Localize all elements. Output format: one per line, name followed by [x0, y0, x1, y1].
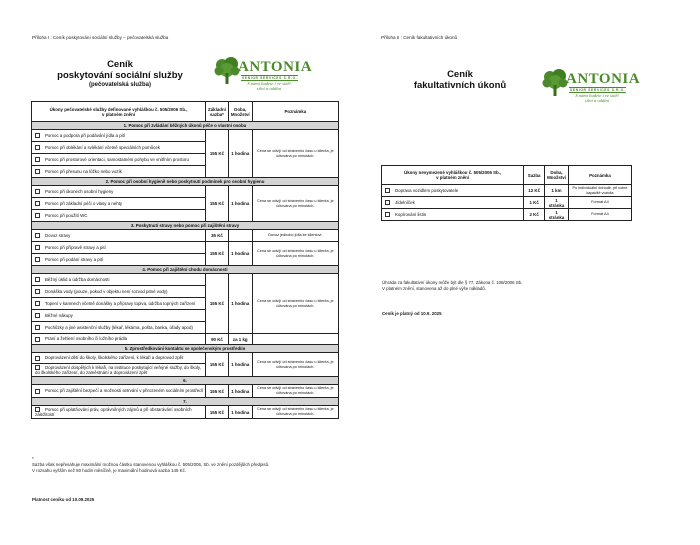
service-item: Doprovázení dospělých k lékaři, na instituce poskytující veřejné služby, do školy, do školského zařízení, do zaměstnání a doprovázení zpět — [32, 364, 206, 377]
checkbox-icon[interactable] — [35, 145, 40, 150]
antonia-logo — [542, 68, 641, 108]
service-item: Doprovázení dětí do školy, školského zařízení, k lékaři a doprovod zpět — [32, 353, 206, 364]
section-header: 4. Pomoc při zajištění chodu domácnosti — [32, 266, 339, 274]
service-item: Pomoc při prostorové orientaci, samostatném pohybu ve vnitřním prostoru — [32, 154, 206, 166]
price-cell: 35 Kč — [206, 230, 229, 242]
service-item: Pomoc při přesunu na lůžko nebo vozík — [32, 166, 206, 178]
service-item: Pomoc při zajištění bezpečí a možnosti setrvání v přirozeném sociálním prostředí — [32, 385, 206, 398]
unit-cell: 1 hodina — [228, 186, 252, 222]
checkbox-icon[interactable] — [35, 189, 40, 194]
unit-cell — [228, 230, 252, 242]
logo-slogan: S námi budete i ve stáří silní a oddíní — [575, 93, 619, 104]
price-cell: 155 Kč — [206, 385, 229, 398]
service-item: Běžné nákupy — [32, 310, 206, 322]
service-item: Pomoc a podpora při podávání jídla a pití — [32, 130, 206, 142]
service-item: Pomoc při základní péči o vlasy a nehty — [32, 198, 206, 210]
service-item: Pomoc při oblékání a svlékání včetně speciálních pomůcek — [32, 142, 206, 154]
unit-cell: 1 km — [545, 185, 569, 197]
note-cell: Dovoz jednoho jídla ke klientovi. — [252, 230, 338, 242]
unit-cell: 1 stránka — [545, 197, 569, 209]
checkbox-icon[interactable] — [385, 212, 390, 217]
checkbox-icon[interactable] — [35, 233, 40, 238]
header-rate: Sazba — [524, 166, 545, 185]
antonia-logo — [214, 56, 313, 96]
page-title — [40, 59, 200, 90]
checkbox-icon[interactable] — [35, 245, 40, 250]
price-cell: 155 Kč — [206, 186, 229, 222]
logo-brand: ANTONIA — [238, 59, 313, 75]
section-header: 3. Poskytnutí stravy nebo pomoc při zajištění stravy — [32, 222, 339, 230]
table-row — [32, 242, 339, 254]
tree-icon — [214, 56, 240, 86]
checkbox-icon[interactable] — [35, 337, 40, 342]
title-line: poskytování sociální služby — [57, 70, 183, 81]
tree-icon — [542, 68, 568, 98]
service-item: Dovoz stravy — [32, 230, 206, 242]
optional-services-table — [381, 165, 632, 221]
table-row — [382, 209, 632, 221]
header-note: Poznámka — [252, 102, 338, 122]
title-line: fakultativních úkonů — [413, 80, 507, 91]
note-cell: Cena se odvíjí od strávenho času u klienta, je účtována po minutách. — [252, 186, 338, 222]
note-cell: Cena se odvíjí od strávenho času u klienta, je účtována po minutách. — [252, 130, 338, 178]
note-cell: Formát A4 — [568, 197, 631, 209]
note-cell: Cena se odvíjí od strávenho času u klienta, je účtována po minutách. — [252, 385, 338, 398]
logo-sub: SENIOR SERVICES S.R.O. — [570, 88, 626, 92]
section-header: 5. Zprostředkování kontaktu se společenským prostředím — [32, 345, 339, 353]
price-cell: 155 Kč — [206, 130, 229, 178]
note-cell: Cena se odvíjí od strávenho času u klienta, je účtována po minutách. — [252, 406, 338, 419]
note-cell — [252, 334, 338, 345]
breadcrumb: Příloha I : Ceník poskytování sociální služby – pečovatelská služba — [32, 35, 169, 40]
footnote-line: Sazba však nepřesahuje maximální možnou částku stanovenou vyhláškou č. 505/2006, Sb. ve znění pozdějších předpisů. — [32, 462, 270, 468]
validity-note: Platnost ceníku od 10.09.2025 — [32, 497, 95, 502]
checkbox-icon[interactable] — [35, 277, 40, 282]
note-cell: Cena se odvíjí od strávenho času u klienta, je účtována po minutách. — [252, 274, 338, 334]
table-row — [382, 185, 632, 197]
service-item: Pomoc při uplatňování práv, oprávněných zájmů a při obstarávání osobních záležitostí — [32, 406, 206, 419]
table-row — [32, 186, 339, 198]
footnote-mark: * — [32, 456, 34, 461]
title-subtitle: (pečovatelská služba) — [88, 82, 152, 88]
service-item: Donáška vody (pouze, pokud v objektu není rozvod pitné vody) — [32, 286, 206, 298]
service-item: Praní a žehlení osobního či ložního prádla — [32, 334, 206, 345]
payment-line: Úhrada za fakultativní úkony může být dle § 77, Zákona č. 108/2006 Sb. — [382, 280, 523, 285]
checkbox-icon[interactable] — [35, 289, 40, 294]
service-item: Kopírování listin — [382, 209, 524, 221]
service-item: Pomoc při úkonech osobní hygieny — [32, 186, 206, 198]
section-header: 1. Pomoc při zvládání běžných úkonů péče o vlastní osobu — [32, 122, 339, 130]
table-row — [32, 274, 339, 286]
checkbox-icon[interactable] — [35, 157, 40, 162]
service-item: Běžný úklid a údržba domácnosti — [32, 274, 206, 286]
header-service: Úkony nevymezené vyhláškou č. 505/2006 Sb., v platném znění — [382, 166, 524, 185]
title-line: Ceník — [107, 59, 133, 70]
service-item: Pomoc při podání stravy a pití — [32, 254, 206, 266]
checkbox-icon[interactable] — [385, 200, 390, 205]
checkbox-icon[interactable] — [35, 213, 40, 218]
header-unit: Doba, Množství — [228, 102, 252, 122]
table-row — [382, 197, 632, 209]
checkbox-icon[interactable] — [385, 188, 390, 193]
header-note: Poznámka — [568, 166, 631, 185]
service-item: Doprava vozidlem poskytovatele — [382, 185, 524, 197]
note-cell: Formát A4 — [568, 209, 631, 221]
header-service: Úkony pečovatelské služby definované vyhláškou č. 505/2006 Sb., v platném znění — [32, 102, 206, 122]
note-cell: Po individuální dohodě, při volné kapacitě vozidla — [568, 185, 631, 197]
unit-cell: 1 hodina — [228, 385, 252, 398]
checkbox-icon[interactable] — [35, 133, 40, 138]
unit-cell: 1 hodina — [228, 353, 252, 377]
unit-cell: 1 stránka — [545, 209, 569, 221]
table-row — [32, 230, 339, 242]
unit-cell: 1 hodina — [228, 406, 252, 419]
unit-cell: 1 hodina — [228, 242, 252, 266]
validity-note: Ceník je platný od 10.9. 2025 — [382, 311, 442, 316]
table-row — [32, 385, 339, 398]
table-header — [382, 166, 632, 185]
service-item: Topení v kamnech včetně donášky a přípravy topiva, údržba topných zařízení — [32, 298, 206, 310]
note-cell: Cena se odvíjí od strávenho času u klienta, je účtována po minutách. — [252, 353, 338, 377]
section-header: 6. — [32, 377, 339, 385]
logo-sub: SENIOR SERVICES S.R.O. — [242, 76, 298, 80]
service-item: Pomoc při použití WC — [32, 210, 206, 222]
price-cell: 12 Kč — [524, 185, 545, 197]
note-cell: Cena se odvíjí od strávenho času u klienta, je účtována po minutách. — [252, 242, 338, 266]
table-header — [32, 102, 339, 122]
footnote-line: V rozsahu vyšším než 80 hodin měsíčně, je maximální hodinová sazba 145 Kč. — [32, 468, 186, 474]
page-title — [410, 69, 510, 91]
table-row — [32, 334, 339, 345]
header-unit: Doba, Množství — [545, 166, 569, 185]
checkbox-icon[interactable] — [35, 356, 40, 361]
unit-cell: 1 hodina — [228, 130, 252, 178]
service-item: Pomoc při přípravě stravy a pití — [32, 242, 206, 254]
checkbox-icon[interactable] — [35, 201, 40, 206]
breadcrumb: Příloha II : Ceník fakultativních úkonů — [381, 35, 458, 40]
logo-brand: ANTONIA — [566, 71, 641, 87]
unit-cell: 1 hodina — [228, 274, 252, 334]
checkbox-icon[interactable] — [35, 169, 40, 174]
price-cell: 155 Kč — [206, 406, 229, 419]
section-header: 7. — [32, 398, 339, 406]
price-cell: 155 Kč — [206, 274, 229, 334]
price-cell: 155 Kč — [206, 242, 229, 266]
right-page — [350, 0, 700, 545]
checkbox-icon[interactable] — [35, 257, 40, 262]
header-rate: Základní sazba* — [206, 102, 229, 122]
checkbox-icon[interactable] — [35, 313, 40, 318]
table-row — [32, 353, 339, 364]
section-header: 2. Pomoc při osobní hygieně nebo poskytnutí podmínek pro osobní hygienu — [32, 178, 339, 186]
logo-slogan: S námi budete i ve stáří silní a oddíní — [247, 81, 291, 92]
checkbox-icon[interactable] — [35, 389, 40, 394]
payment-line: V platném znění, stanovena až do plné výše nákladů. — [382, 286, 486, 292]
service-item: Pochůzky a jiné asistenční služby (lékař, lékárna, pošta, banka, úřady apod) — [32, 322, 206, 334]
unit-cell: za 1 kg — [228, 334, 252, 345]
table-row — [32, 130, 339, 142]
price-cell: 155 Kč — [206, 353, 229, 377]
title-line: Ceník — [447, 69, 473, 80]
footnote — [32, 456, 332, 475]
price-cell: 1 Kč — [524, 197, 545, 209]
price-cell: 2 Kč — [524, 209, 545, 221]
price-cell: 90 Kč — [206, 334, 229, 345]
services-price-table — [31, 101, 339, 419]
payment-note — [382, 280, 522, 292]
service-item: Jídelníček — [382, 197, 524, 209]
table-row — [32, 406, 339, 419]
checkbox-icon[interactable] — [35, 325, 40, 330]
checkbox-icon[interactable] — [35, 301, 40, 306]
